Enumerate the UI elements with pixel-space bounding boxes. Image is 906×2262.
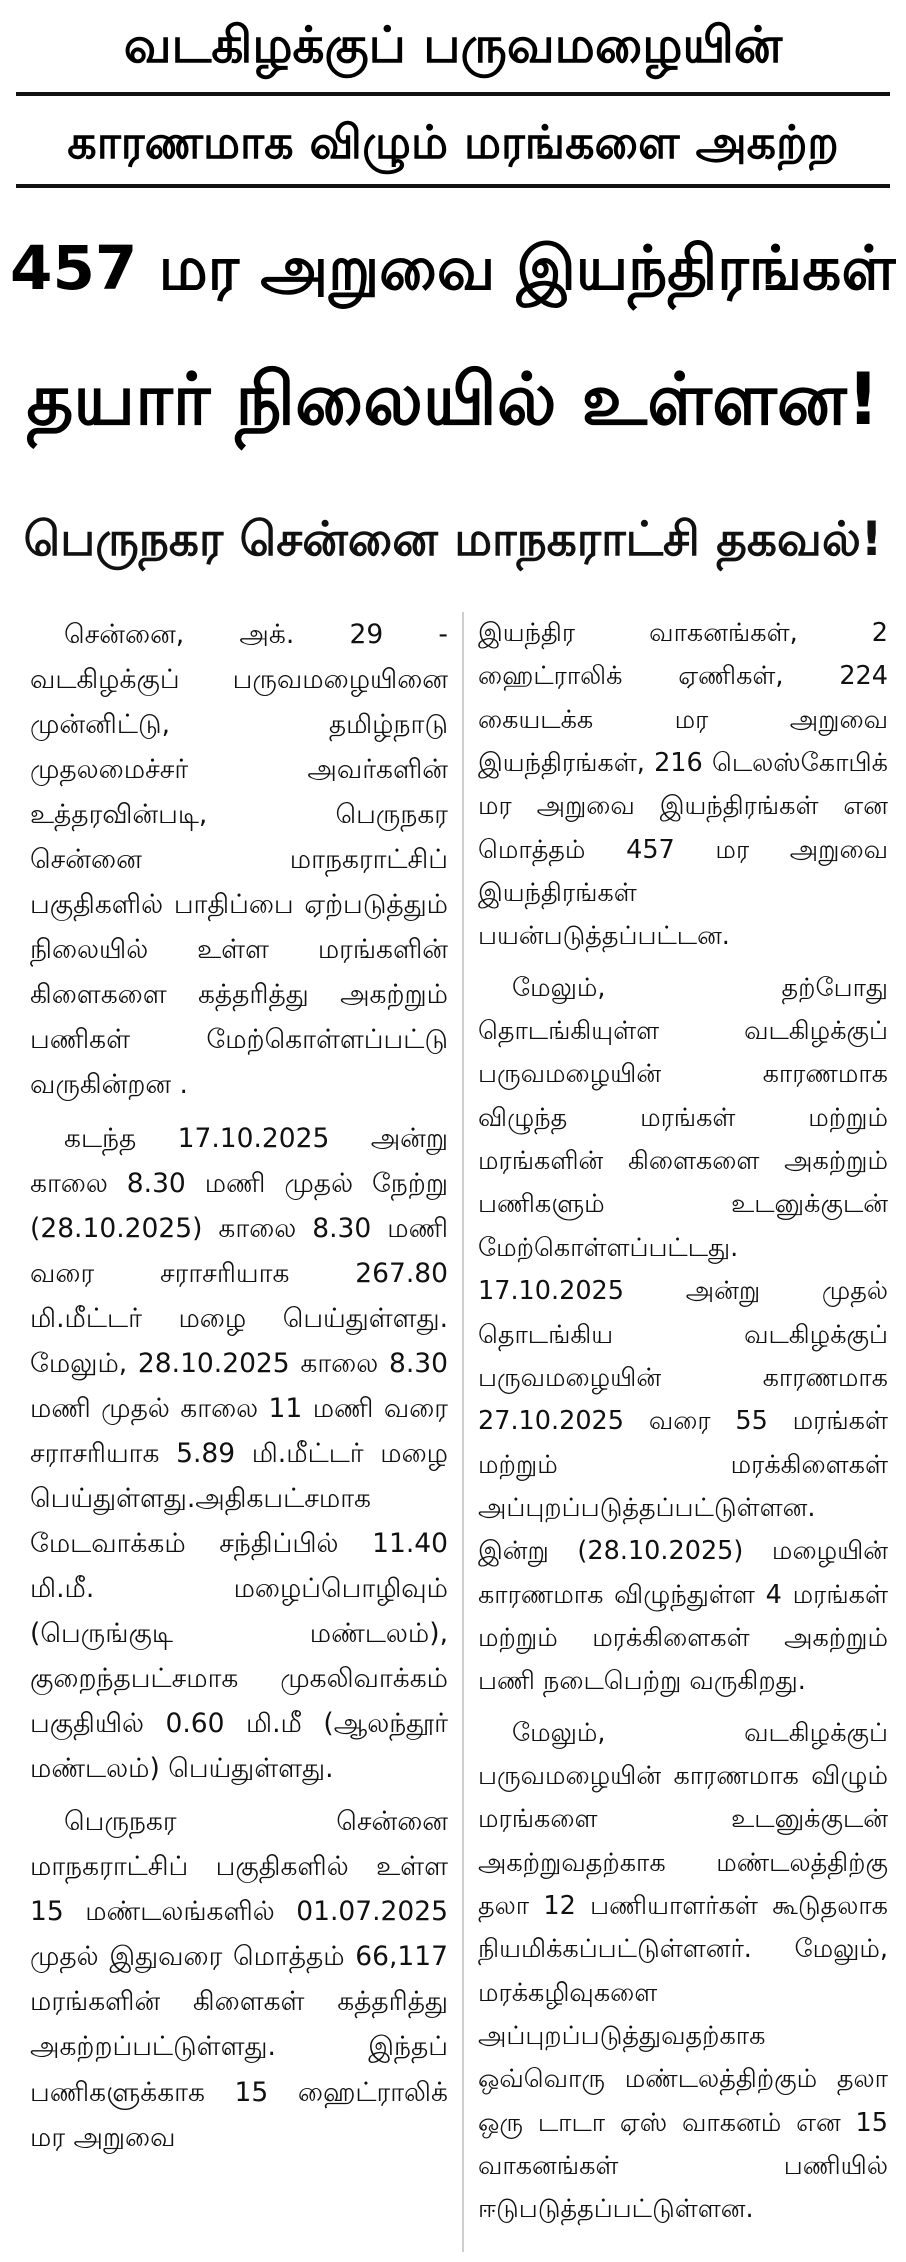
headline-line-2: தயார் நிலையில் உள்ளன! <box>26 357 880 441</box>
subheadline: பெருநகர சென்னை மாநகராட்சி தகவல்! <box>23 512 883 567</box>
headline-line-1: 457 மர அறுவை இயந்திரங்கள் <box>10 233 896 304</box>
article-column-right <box>478 612 888 2252</box>
kicker-line-2: காரணமாக விழும் மரங்களை அகற்ற <box>67 115 839 169</box>
kicker-rule-top <box>16 92 890 96</box>
paragraph-rainfall: கடந்த 17.10.2025 அன்று காலை 8.30 மணி முதல் நேற்று (28.10.2025) காலை 8.30 மணி வரை சராசரியாக 267.80 மி.மீட்டர் மழை பெய்துள்ளது. மேலும், 28.10.2025 காலை 8.30 மணி முதல் காலை 11 மணி வரை சராசரியாக 5.89 மி.மீட்டர் மழை பெய்துள்ளது.அதிகபட்சமாக மேடவாக்கம் சந்திப்பில் 11.40 மி.மீ. மழைப்பொழிவும் (பெருங்குடி மண்டலம்), குறைந்தபட்சமாக முகலிவாக்கம் பகுதியில் 0.60 மி.மீ (ஆலந்தூர் மண்டலம்) பெய்துள்ளது. <box>30 1122 448 1785</box>
kicker-line-1: வடகிழக்குப் பருவமழையின் <box>123 16 783 74</box>
paragraph-fallen-trees: மேலும், தற்போது தொடங்கியுள்ள வடகிழக்குப் பருவமழையின் காரணமாக விழுந்த மரங்கள் மற்றும் மரங்களின் கிளைகளை அகற்றும் பணிகளும் உடனுக்குடன் மேற்கொள்ளப்பட்டது. 17.10.2025 அன்று முதல் தொடங்கிய வடகிழக்குப் பருவமழையின் காரணமாக 27.10.2025 வரை 55 மரங்கள் மற்றும் மரக்கிளைகள் அப்புறப்படுத்தப்பட்டுள்ளன. இன்று (28.10.2025) மழையின் காரணமாக விழுந்துள்ள 4 மரங்கள் மற்றும் மரக்கிளைகள் அகற்றும் பணி நடைபெற்று வருகிறது. <box>478 972 888 1697</box>
paragraph-machines: இயந்திர வாகனங்கள், 2 ஹைட்ராலிக் ஏணிகள், 224 கையடக்க மர அறுவை இயந்திரங்கள், 216 டெலஸ்கோபிக் மர அறுவை இயந்திரங்கள் என மொத்தம் 457 மர அறுவை இயந்திரங்கள் பயன்படுத்தப்பட்டன. <box>478 618 888 952</box>
paragraph-staff-vehicles: மேலும், வடகிழக்குப் பருவமழையின் காரணமாக விழும் மரங்களை உடனுக்குடன் அகற்றுவதற்காக மண்டலத்திற்கு தலா 12 பணியாளர்கள் கூடுதலாக நியமிக்கப்பட்டுள்ளனர். மேலும், மரக்கழிவுகளை அப்புறப்படுத்துவதற்காக ஒவ்வொரு மண்டலத்திற்கும் தலா ஒரு டாடா ஏஸ் வாகனம் என 15 வாகனங்கள் பணியில் ஈடுபடுத்தப்பட்டுள்ளன. <box>478 1717 888 2225</box>
article-column-left <box>30 612 448 2252</box>
column-divider <box>462 612 464 2252</box>
paragraph-trees-pruned: பெருநகர சென்னை மாநகராட்சிப் பகுதிகளில் உள்ள 15 மண்டலங்களில் 01.07.2025 முதல் இதுவரை மொத்தம் 66,117 மரங்களின் கிளைகள் கத்தரித்து அகற்றப்பட்டுள்ளது. இந்தப் பணிகளுக்காக 15 ஹைட்ராலிக் மர அறுவை <box>30 1806 448 2153</box>
paragraph-intro: சென்னை, அக். 29 - வடகிழக்குப் பருவமழையினை முன்னிட்டு, தமிழ்நாடு முதலமைச்சர் அவர்களின் உத்தரவின்படி, பெருநகர சென்னை மாநகராட்சிப் பகுதிகளில் பாதிப்பை ஏற்படுத்தும் நிலையில் உள்ள மரங்களின் கிளைகளை கத்தரித்து அகற்றும் பணிகள் மேற்கொள்ளப்பட்டு வருகின்றன . <box>30 619 448 1101</box>
kicker-rule-bottom <box>16 184 890 188</box>
